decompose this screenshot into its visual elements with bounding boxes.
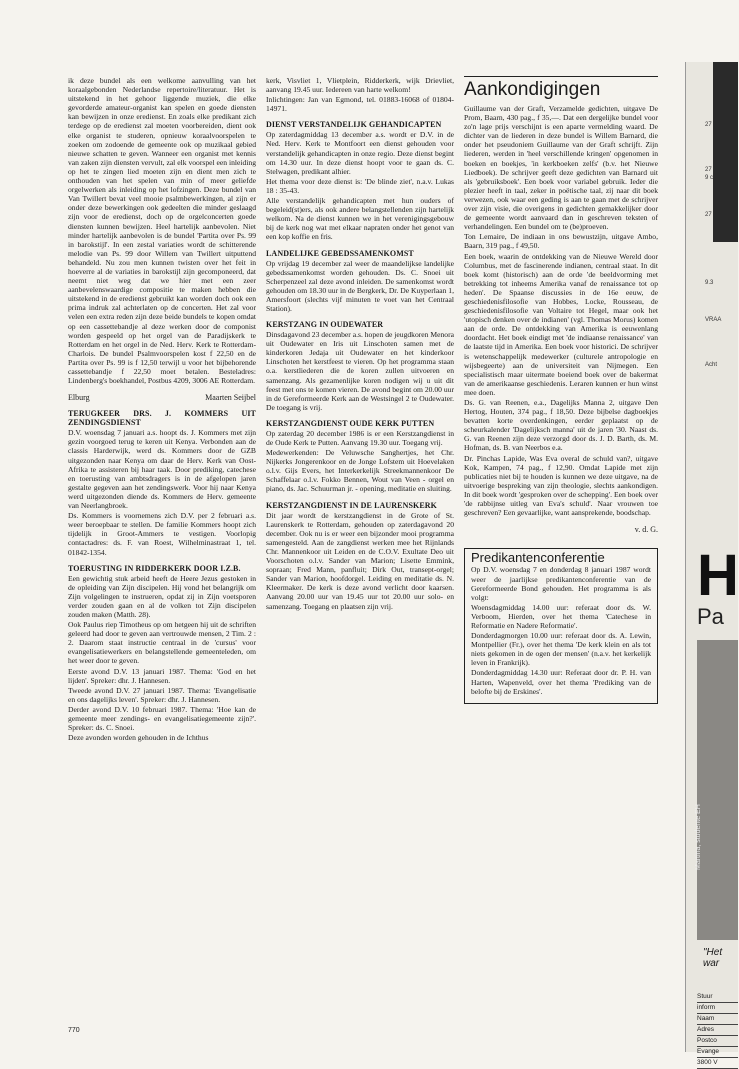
paragraph: Een boek, waarin de ontdekking van de Nieuwe Wereld door Columbus, met de fascinerende indianen, centraal staat. In dit boek komt (historisch) aan de orde 'de beeldvorming met betrekking tot inheems Amerika vanaf de renaissance tot op heden'. De Spaanse discussies in de 16e eeuw, de geschiedenisfilosofie van Hobbes, Locke, Rousseau, de geschiedenisfilosofie van Voltaire tot Hegel, maar ook het 'utopisch denken over de indianen' (vgl. Thomas Morus) komen aan de orde. De ontdekking van Amerika is eeuwenlang doordacht. Het boek eindigt met 'de indiaanse renaissance' van de laatste tijd in Amerika. Een boek voor historici. De schrijver is wetenschappelijk medewerker (culturele antropologie en wijsbegeerte) aan de universiteit van Nijmegen. Een specialistisch maar uitermate boeiend boek over de bakermat van de amerikaanse geschiedenis. Leraren kunnen er hun winst mee doen. [464, 251, 658, 397]
form-line: Postco [697, 1036, 738, 1047]
paragraph: Tweede avond D.V. 27 januari 1987. Thema: 'Evangelisatie en ons dagelijks leven'. Spreker: dhr. J. Hannesen. [68, 685, 256, 704]
paragraph: Alle verstandelijk gehandicapten met hun ouders of begeleid(st)ers, als ook andere belangstellenden zijn hartelijk welkom. Na de dienst kunnen we in het verenigingsgebouw bij de kerk nog wat met elkaar napraten onder het genot van een kop koffie en fris. [266, 196, 454, 242]
paragraph: Donderdagmiddag 14.30 uur: Referaat door dr. P. H. van Harten, Wapenveld, over het thema 'Prediking van de belofte bij de Erskines'. [471, 668, 651, 696]
paragraph: Guillaume van der Graft, Verzamelde gedichten, uitgave De Prom, Baarn, 430 pag., f 35,—. Dat een dergelijke bundel voor zo'n lage prijs verschijnt is een aparte vermelding waard. De dichter van de liederen in deze bundel is Willem Barnard, die onder het pseudoniem Guillaume van der Graft schrijft. Zijn liederen, werden in 'heel verschillende kringen' opgenomen in boeken en boekjes, 'in kerkboeken zelfs' (b.v. het Nieuwe Liedboek). De schrijver geeft deze gedichten van Barnard uit als 'gebruiksboek'. Een boek voor variabel gebruik. Ieder die plezier heeft in taal, zeker in poëtische taal, zij naar dit boek verwezen, ook waar een geding is aan te gaan met de schrijver over zijn visie, die overigens in gedichten gemakkelijker door de gemeente wordt aanvaard dan in geschreven teksten of verhandelingen. Een bundel om te (be)proeven. [464, 104, 658, 232]
photo-caption-vertical: Martina, studente EH [695, 804, 702, 870]
edge-photo [697, 640, 738, 940]
paragraph: Ook Paulus riep Timotheus op om hetgeen hij uit de schriften geleerd had door te geven aan vertrouwde mensen, 2 Tim. 2 : 2. Daarom staat instructie centraal in de 'cursus' voor evangelisatiewerkers en belangstellende gemeenteleden, om het weer door te geven. [68, 620, 256, 666]
heading-gebedssamenkomst: LANDELIJKE GEBEDSSAMENKOMST [266, 248, 414, 258]
column-3 [464, 76, 658, 704]
page-fold-line [685, 62, 686, 1052]
paragraph: Op zaterdagmiddag 13 december a.s. wordt er D.V. in de Ned. Herv. Kerk te Montfoort een dienst gehouden voor verstandelijk gehandicapten in onze regio. Deze dienst begint om 14.30 uur. In deze dienst hoopt voor te gaan ds. C. Stelwagen, predikant alhier. [266, 130, 454, 176]
edge-text: Acht [705, 362, 718, 368]
heading-putten: KERSTZANGDIENST OUDE KERK PUTTEN [266, 418, 435, 428]
paragraph: Op vrijdag 19 december zal weer de maandelijkse landelijke gebedssamenkomst worden gehouden. Ds. C. Snoei uit Scherpenzeel zal deze avond inleiden. De samenkomst wordt gehouden om 18.30 uur in de Bergkerk, Dr. De Kuyperlaan 1, Amersfoort (slechts vijf minuten te voet van het Centraal Station). [266, 258, 454, 313]
paragraph: Ton Lemaire, De indiaan in ons bewustzijn, uitgave Ambo, Baarn, 319 pag., f 49,50. [464, 232, 658, 251]
page-number: 770 [68, 1027, 80, 1034]
form-line: Stuur [697, 992, 738, 1003]
quote-line: "Het [703, 947, 723, 958]
paragraph: D.V. woensdag 7 januari a.s. hoopt ds. J. Kommers met zijn gezin voorgoed terug te keren uit Kenya. Verbonden aan de classis Harderwijk, werd ds. Kommers door de GZB uitgezonden naar Kenya om daar de Herv. Kerk van Oost-Afrika te assisteren bij haar taak. Door prediking, catechese en toerusting van ambtsdragers is in de afgelopen jaren gestalte gegeven aan het zendingswerk. Voor hij naar Kenya werd uitgezonden diende ds. Kommers de Herv. gemeente van Neerlangbroek. [68, 428, 256, 511]
paragraph: Dit jaar wordt de kerstzangdienst in de Grote of St. Laurenskerk te Rotterdam, gehouden op zaterdagavond 20 december. Ook nu is er weer een bijzonder mooi programma samengesteld. Aan de zangdienst werken mee het Rijnlands Chr. Mannenkoor uit Leiden en de C.O.V. Exultate Deo uit Voorschoten o.l.v. Sander van Marion; Lisette Emmink, sopraan; Fred Mann, panfluit; Dirk Out, transept-orgel; Sander van Marion, hoofdorgel. Leiding en meditatie ds. N. Kleermaker. De kerk is deze avond verlicht door kaarsen. Aanvang 20.00 uur van 19.45 uur tot 20.00 uur solo- en samenzang. Toegang en plaatsen zijn vrij. [266, 510, 454, 611]
heading-kommers: TERUGKEER DRS. J. KOMMERS UIT ZENDINGSDIENST [68, 409, 256, 428]
edge-text: 9.3 [705, 280, 714, 286]
paragraph: Ds. G. van Reenen, e.a., Dagelijks Manna 2, uitgave Den Hertog, Houten, 374 pag., f 18,50. Deze bijbelse dagboekjes bevatten korte overdenkingen, eerder geplaatst op de scheurkalender 'Dagelijksch manna' uit de jaren '30. Naast ds. G. van Reenen zijn deze verzorgd door ds. J. D. Barth, ds. M. Hofman, ds. B. van Neerbos e.a. [464, 398, 658, 453]
paragraph: Woensdagmiddag 14.00 uur: referaat door ds. W. Verboom, Hierden, over het thema 'Catechese in Reformatie en Nadere Reformatie'. [471, 602, 651, 630]
form-line: inform [697, 1003, 738, 1014]
magazine-page [68, 40, 658, 1034]
form-line: Evange [697, 1047, 738, 1058]
edge-text: 27 [705, 167, 712, 173]
review-text: ik deze bundel als een welkome aanvulling van het koraalgebonden Nederlandse repertoire/literatuur. Het is uitstekend in het gehoor liggende muziek, die elke gevorderde amateur-organist kan spelen en goede diensten kan bewijzen in onze eredienst. En zoals elke predikant zich terdege op de eredienst zal moeten voorbereiden, dient ook elke organist te studeren, opnieuw koraalvoorspelen te zoeken om zodoende de gemeente ook op muzikaal gebied nieuwe schatten te geven. Wanneer een organist met kennis van zaken zijn diensten vervult, zal elk voorspel een inleiding op het te zingen lied moeten zijn en dient men zich te onthouden van het spelen van min of meer geliefde orgelwerken als inleiding op het lofzingen. Deze bundel van Van Twillert bevat veel mooie psalmbewerkingen, al zijn er onder deze bewerkingen ook gedeelten die minder geslaagd zijn voor de eredienst, doch op de orgelconcerten goede diensten kunnen bewijzen. Heel hartelijk aanbevolen. Niet minder hartelijk aanbevolen is de bundel 'Partita over Ps. 99 in barokstijl'. In een zestal variaties wordt de schitterende melodie van Ps. 99 door Willem van Twillert uitputtend behandeld. Nu zou men kunnen twisten over het feit in hoeverre al de variaties in barokstijl zijn gecomponeerd, dat neemt niet weg dat we hier met een zeer aanbevelenswaardige compositie te maken hebben die uitstekend in de eredienst gebruikt kan worden doch ook een prima indruk zal achterlaten op de concerten. Het zal voor velen een extra reden zijn deze beide bundels te kopen omdat op een cassettebandje al deze werken door de componist worden gespeeld op het orgel van de Paradijskerk te Rotterdam en het orgel in de Ned. Herv. Kerk te Rotterdam-Charlois. De bundel Psalmvoorspelen kost f 22,50 en de Partita over Ps. 99 is f 12,50 terwijl u voor het bijbehorende cassettebandje f 22,50 moet betalen. Besteladres: Lindenberg's boekhandel, Postbus 4209, 3006 AE Rotterdam. [68, 76, 256, 386]
paragraph: Derder avond D.V. 10 februari 1987. Thema: 'Hoe kan de gemeente meer zendings- en evangelisatiegemeente zijn?'. Spreker: ds. C. Snoei. [68, 704, 256, 733]
edge-form [697, 992, 738, 1069]
conference-box [464, 548, 658, 703]
signature-name: Maarten Seijbel [205, 393, 256, 403]
paragraph: Ds. Kommers is voornemens zich D.V. per 2 februari a.s. weer beroepbaar te stellen. De familie Kommers hoopt zich tijdelijk in Groot-Ammers te vestigen. Voorlopig contactadres: ds. F. van Roest, Wilhelminastraat 1, tel. 01842-1354. [68, 511, 256, 557]
edge-text: 27 [705, 122, 712, 128]
paragraph: Deze avonden worden gehouden in de Ichthus [68, 733, 209, 743]
edge-subheadline: Pa [697, 604, 724, 629]
signature-place: Elburg [68, 393, 90, 403]
edge-text: 27 [705, 212, 712, 218]
edge-text: 9 c [705, 175, 714, 181]
quote-line: war [703, 958, 720, 969]
paragraph: Eerste avond D.V. 13 januari 1987. Thema: 'God en het lijden'. Spreker: dhr. J. Hannesen. [68, 666, 256, 685]
edge-quote [703, 947, 722, 969]
review-signature [68, 393, 256, 402]
box-title: Predikantenconferentie [471, 550, 605, 566]
paragraph: Op zaterdag 20 december 1986 is er een Kerstzangdienst in de Oude Kerk te Putten. Aanvang 19.30 uur. Toegang vrij. [266, 428, 454, 447]
form-line: Adres [697, 1025, 738, 1036]
form-line: Naam [697, 1014, 738, 1025]
column-1 [68, 76, 256, 743]
heading-gehandicapten: DIENST VERSTANDELIJK GEHANDICAPTEN [266, 120, 442, 130]
paragraph: Donderdagmorgen 10.00 uur: referaat door ds. A. Lewin, Montpellier (Fr.), over het thema 'De kerk klein en als tot niets gekomen in de ogen der mensen' (n.a.v. het kerkelijk leven in Frankrijk). [471, 631, 651, 668]
form-line: 3800 V [697, 1058, 738, 1069]
paragraph: kerk, Visvliet 1, Vlietplein, Ridderkerk, wijk Drievliet, aanvang 19.45 uur. Iedereen van harte welkom! [266, 76, 454, 95]
paragraph: Inlichtingen: Jan van Egmond, tel. 01883-16068 of 01804-14971. [266, 95, 454, 114]
paragraph: Een gewichtig stuk arbeid heeft de Heere Jezus gestoken in de opleiding van Zijn discipelen. Hij vond het belangrijk om Zijn volgelingen te instrueren, opdat zij in Zijn voetsporen verder zouden gaan en al de volken tot Zijn discipelen zouden maken (Matth. 28). [68, 573, 256, 619]
heading-oudewater: KERSTZANG IN OUDEWATER [266, 320, 384, 330]
paragraph: Het thema voor deze dienst is: 'De blinde ziet', n.a.v. Lukas 18 : 35-43. [266, 176, 454, 195]
paragraph: Op D.V. woensdag 7 en donderdag 8 januari 1987 wordt weer de jaarlijkse predikantenconferentie van de Gereformeerde Bond gehouden. Het programma is als volgt: [471, 565, 651, 602]
section-title: Aankondigingen [464, 76, 658, 101]
paragraph: Dr. Pinchas Lapide, Was Eva overal de schuld van?, uitgave Kok, Kampen, 74 pag., f 12,90. Omdat Lapide met zijn publicaties niet bij te houden is kunnen we deze uitgave, na de uitvoerige bespreking van zijn theologie, slechts aankondigen. In dit boek wordt 'gesproken over de schepping'. Een boek over 'de rabbijnse uitleg van Eva's schuld'. Naar vrouwen toe geschreven? Een gevaarlijke, want aansprekende, boodschap. [464, 453, 658, 518]
paragraph: Dinsdagavond 23 december a.s. hopen de jeugdkoren Menora uit Oudewater en Iris uit Linschoten samen met de kinderkoren Jedaja uit Oudewater en het kinderkoor Linschoten het kerstfeest te vieren. Op het programma staan o.a. kerstliederen die de koren zullen uitvoeren en samenzang. Als gezamenlijke koren nodigen wij u uit dit feest met ons te komen vieren. De avond begint om 20.00 uur in de Gereformeerde Kerk aan de Westsingel 2 te Oudewater. De toegang is vrij. [266, 330, 454, 412]
dark-banner [713, 62, 738, 242]
heading-laurenskerk: KERSTZANGDIENST IN DE LAURENSKERK [266, 500, 437, 510]
edge-headline: H [697, 543, 739, 608]
column-2 [266, 76, 454, 612]
edge-text: VRAA [705, 317, 722, 323]
adjacent-page-edge [685, 62, 739, 1066]
heading-toerusting: TOERUSTING IN RIDDERKERK DOOR I.Z.B. [68, 563, 241, 573]
paragraph: Medewerkenden: De Veluwsche Sanghertjes, het Chr. Nijkerks Jongerenkoor en de Jonge Lofstem uit Hoevelaken o.l.v. Gijs Evers, het Interkerkelijk Streekmannenkoor De Schaffelaar o.l.v. Fokko Bennen, Wout van Veen - orgel en piano, ds. Jac. Schuurman jr. - opening, meditatie en sluiting. [266, 448, 454, 494]
author-initials: v. d. G. [634, 525, 658, 535]
